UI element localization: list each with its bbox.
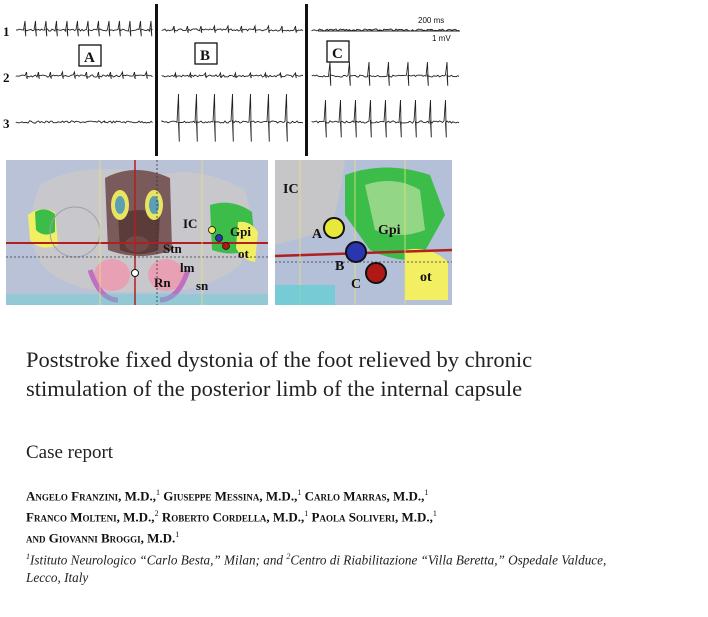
author-name: Giuseppe Messina, M.D., bbox=[163, 488, 298, 504]
atlas-left-label-lm: lm bbox=[180, 260, 195, 275]
author-name: Franco Molteni, M.D., bbox=[26, 509, 155, 525]
atlas-right-label-ic: IC bbox=[283, 182, 299, 197]
author-name: Paola Soliveri, M.D., bbox=[311, 509, 433, 525]
panel-label-c: C bbox=[332, 46, 343, 62]
trace-label-2: 2 bbox=[3, 70, 10, 85]
author-affiliation-mark: 2 bbox=[154, 508, 159, 518]
author-affiliation-mark: 1 bbox=[304, 508, 309, 518]
figure bbox=[0, 0, 470, 310]
author-line-2 bbox=[26, 505, 696, 526]
affiliation-line-1: Istituto Neurologico “Carlo Besta,” Milan; and bbox=[30, 552, 284, 568]
affiliation-mark-1: 1 bbox=[26, 552, 30, 561]
scale-bar-time: 200 ms bbox=[418, 16, 445, 25]
atlas-left-label-gpi: Gpi bbox=[230, 224, 251, 239]
article-title-line-2: stimulation of the posterior limb of the internal capsule bbox=[26, 376, 523, 401]
affiliation-mark-2: 2 bbox=[286, 552, 291, 561]
author-affiliation-mark: 1 bbox=[175, 529, 180, 539]
author-line-3 bbox=[26, 526, 696, 547]
author-affiliation-mark: 1 bbox=[156, 488, 160, 497]
article-title-line-1: Poststroke fixed dystonia of the foot relieved by chronic bbox=[26, 347, 533, 372]
author-name: Carlo Marras, M.D., bbox=[304, 488, 425, 504]
author-name: Roberto Cordella, M.D., bbox=[161, 509, 305, 525]
affiliation-line-2: Lecco, Italy bbox=[26, 570, 89, 586]
author-affiliation-mark: 1 bbox=[297, 488, 302, 497]
panel-label-a: A bbox=[84, 50, 95, 66]
atlas-right-label-ot: ot bbox=[420, 270, 432, 285]
trace-label-1: 1 bbox=[3, 24, 10, 39]
trace-label-3: 3 bbox=[3, 116, 10, 131]
affiliation-line-1b: Centro di Riabilitazione “Villa Beretta,” Ospedale Valduce, bbox=[290, 552, 607, 568]
panel-separator-1 bbox=[155, 4, 158, 156]
left-atlas-image bbox=[6, 160, 268, 305]
right-atlas-zoom bbox=[275, 160, 452, 305]
article-title bbox=[26, 345, 686, 403]
atlas-right-label-c: C bbox=[351, 277, 362, 292]
atlas-right-label-gpi: Gpi bbox=[378, 223, 401, 238]
scale-bar-voltage: 1 mV bbox=[432, 34, 451, 43]
article-type: Case report bbox=[26, 442, 114, 463]
atlas-left-label-stn: Stn bbox=[163, 241, 182, 256]
author-name: and Giovanni Broggi, M.D. bbox=[26, 529, 176, 545]
author-affiliation-mark: 1 bbox=[424, 488, 429, 497]
author-affiliation-mark: 1 bbox=[432, 508, 437, 518]
atlas-right-label-a: A bbox=[312, 227, 323, 242]
author-line-1 bbox=[26, 484, 696, 505]
atlas-left-label-sn: sn bbox=[196, 278, 209, 293]
atlas-left-label-rn: Rn bbox=[154, 275, 171, 290]
author-list bbox=[26, 484, 696, 546]
panel-label-b: B bbox=[200, 48, 211, 64]
panel-separator-2 bbox=[305, 4, 308, 156]
atlas-left-label-ot: ot bbox=[238, 246, 249, 261]
atlas-left-label-ic: IC bbox=[183, 216, 198, 231]
author-name: Angelo Franzini, M.D., bbox=[26, 488, 156, 504]
affiliations bbox=[26, 548, 701, 587]
atlas-right-label-b: B bbox=[335, 259, 345, 274]
